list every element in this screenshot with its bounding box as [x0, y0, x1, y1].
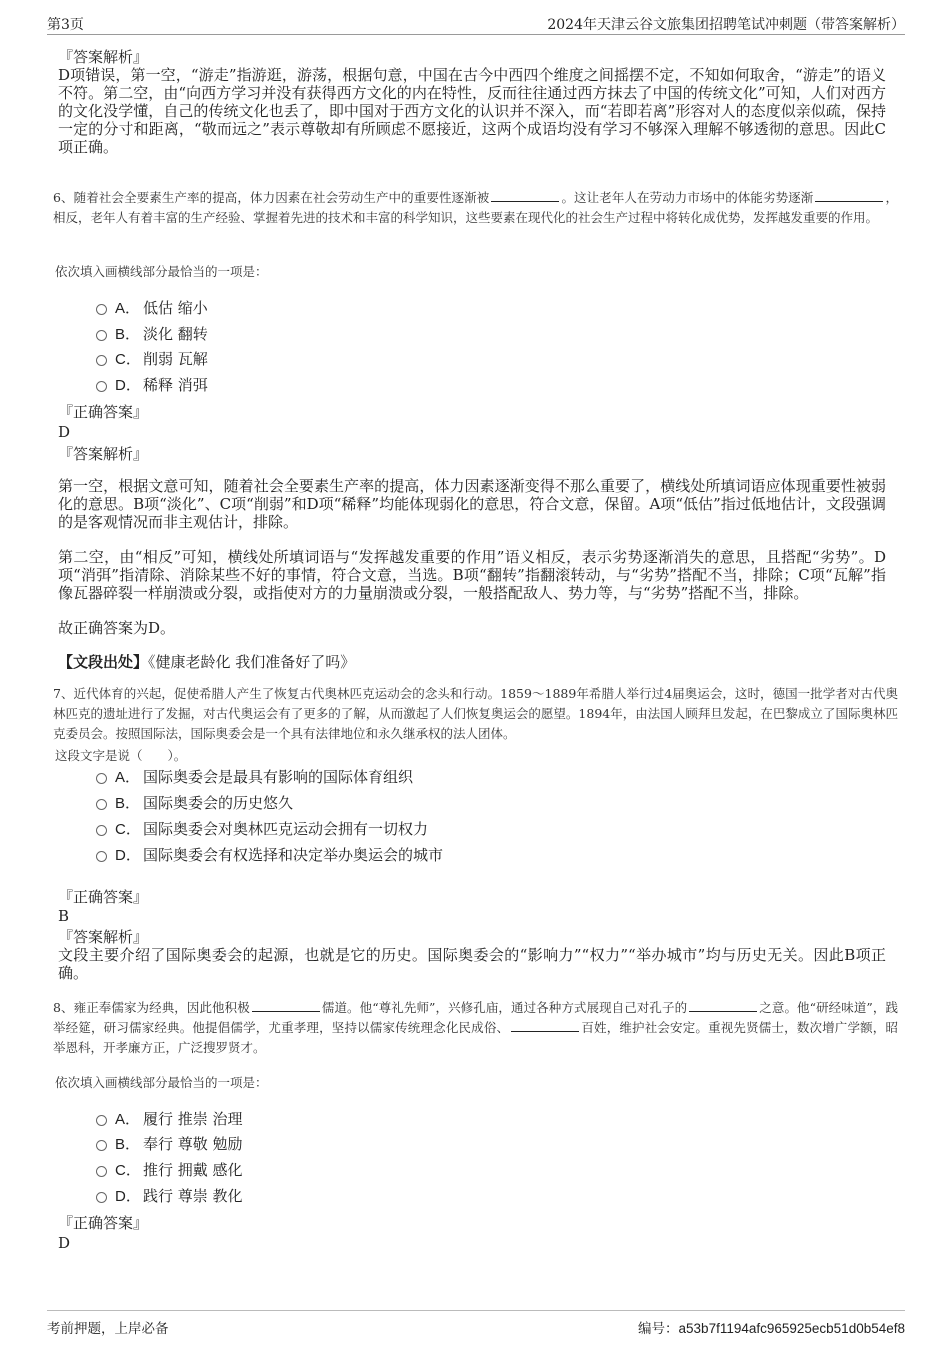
q8-ask: 依次填入画横线部分最恰当的一项是：	[55, 1075, 268, 1090]
q7-option-c[interactable]: C． 国际奥委会对奥林匹克运动会拥有一切权力	[96, 818, 428, 840]
q8-stem-part3: 之意。他“研经味道”，践举经筵，研习儒家经典。他提倡儒学，尤重孝理，坚持以儒家传统理念化民成俗、	[53, 1000, 898, 1035]
q8-stem-part1: 8、雍正奉儒家为经典，因此他积极	[53, 1000, 250, 1015]
q8-option-b[interactable]: B． 奉行 尊敬 勉励	[96, 1133, 243, 1155]
source-title: 《健康老龄化 我们准备好了吗》	[148, 653, 356, 671]
q7-option-a[interactable]: A． 国际奥委会是最具有影响的国际体育组织	[96, 766, 413, 788]
q5-analysis-tag: 『答案解析』	[58, 48, 149, 66]
document-title: 2024年天津云谷文旅集团招聘笔试冲刺题（带答案解析）	[547, 17, 905, 33]
q6-stem	[53, 188, 898, 228]
q8-correct-answer: D	[58, 1234, 71, 1252]
q6-stem-part2: 。这让老年人在劳动力市场中的体能劣势逐渐	[561, 190, 814, 205]
q6-ask: 依次填入画横线部分最恰当的一项是：	[55, 264, 268, 279]
footer-slogan: 考前押题，上岸必备	[47, 1321, 169, 1337]
radio-icon[interactable]	[96, 1166, 107, 1177]
q6-analysis-p2: 第二空，由“相反”可知，横线处所填词语与“发挥越发重要的作用”语义相反，表示劣势逐渐消失的意思，且搭配“劣势”。D项“消弭”指清除、消除某些不好的事情，符合文意，当选。B项“翻转”指翻滚转动，与“劣势”搭配不当，排除；C项“瓦解”指像瓦器碎裂一样崩溃或分裂，或指使对方的力量崩溃或分裂，一般搭配敌人、势力等，与“劣势”搭配不当，排除。	[58, 548, 886, 602]
radio-icon[interactable]	[96, 1140, 107, 1151]
q8-option-d[interactable]: D． 践行 尊崇 教化	[96, 1185, 243, 1207]
q6-option-a[interactable]: A． 低估 缩小	[96, 297, 208, 319]
q7-analysis-tag: 『答案解析』	[58, 928, 149, 946]
radio-icon[interactable]	[96, 1115, 107, 1126]
source-label: 【文段出处】	[58, 653, 149, 671]
code-label: 编号：	[638, 1321, 679, 1336]
blank	[815, 191, 883, 202]
q7-option-b[interactable]: B． 国际奥委会的历史悠久	[96, 792, 293, 814]
q6-correct-answer: D	[58, 423, 71, 441]
radio-icon[interactable]	[96, 851, 107, 862]
q7-correct-tag: 『正确答案』	[58, 888, 149, 906]
q6-analysis-p3: 故正确答案为D。	[58, 619, 176, 637]
q8-stem	[53, 998, 898, 1058]
q7-correct-answer: B	[58, 907, 70, 925]
radio-icon[interactable]	[96, 304, 107, 315]
q8-stem-part2: 儒道。他“尊礼先师”，兴修孔庙，通过各种方式展现自己对孔子的	[321, 1000, 688, 1015]
q6-analysis-tag: 『答案解析』	[58, 445, 149, 463]
blank	[252, 1001, 320, 1012]
page-header	[47, 12, 905, 35]
q6-stem-part3: ，相反，老年人有着丰富的生产经验、掌握着先进的技术和丰富的科学知识，这些要素在现代化的社会生产过程中将转化成优势，发挥越发重要的作用。	[53, 190, 898, 225]
q7-stem: 7、近代体育的兴起，促使希腊人产生了恢复古代奥林匹克运动会的念头和行动。1859～1889年希腊人举行过4届奥运会，这时，德国一批学者对古代奥林匹克的遗址进行了发掘，对古代奥运会有了更多的了解，从而激起了人们恢复奥运会的愿望。1894年，由法国人顾拜旦发起，在巴黎成立了国际奥林匹克委员会。按照国际法，国际奥委会是一个具有法律地位和永久继承权的法人团体。	[53, 686, 898, 741]
q8-option-c[interactable]: C． 推行 拥戴 感化	[96, 1159, 243, 1181]
q7-option-d[interactable]: D． 国际奥委会有权选择和决定举办奥运会的城市	[96, 844, 443, 866]
q6-option-d[interactable]: D． 稀释 消弭	[96, 374, 208, 396]
q6-analysis-p1: 第一空，根据文意可知，随着社会全要素生产率的提高，体力因素逐渐变得不那么重要了，横线处所填词语应体现重要性被弱化的意思。B项“淡化”、C项“削弱”和D项“稀释”均能体现弱化的意思，符合文意，保留。A项“低估”指过低地估计，文段强调的是客观情况而非主观估计，排除。	[58, 477, 886, 531]
q7-analysis: 文段主要介绍了国际奥委会的起源，也就是它的历史。国际奥委会的“影响力”“权力”“举办城市”均与历史无关。因此B项正确。	[58, 946, 886, 982]
q6-stem-part1: 6、随着社会全要素生产率的提高，体力因素在社会劳动生产中的重要性逐渐被	[53, 190, 490, 205]
blank	[511, 1021, 579, 1032]
blank	[689, 1001, 757, 1012]
radio-icon[interactable]	[96, 381, 107, 392]
radio-icon[interactable]	[96, 330, 107, 341]
q7-ask: 这段文字是说（ ）。	[55, 748, 187, 763]
q8-stem-part4: 百姓，维护社会安定。重视先贤儒士，数次增广学额，昭举恩科，开孝廉方正，广泛搜罗贤才。	[53, 1020, 898, 1055]
q6-option-b[interactable]: B． 淡化 翻转	[96, 323, 208, 345]
q8-option-a[interactable]: A． 履行 推崇 治理	[96, 1108, 243, 1130]
radio-icon[interactable]	[96, 773, 107, 784]
code-value: a53b7f1194afc965925ecb51d0b54ef8	[678, 1321, 905, 1336]
radio-icon[interactable]	[96, 799, 107, 810]
q6-option-c[interactable]: C． 削弱 瓦解	[96, 348, 208, 370]
page-number: 第3页	[47, 17, 84, 33]
radio-icon[interactable]	[96, 825, 107, 836]
document-code	[638, 1317, 905, 1337]
radio-icon[interactable]	[96, 355, 107, 366]
radio-icon[interactable]	[96, 1192, 107, 1203]
q8-correct-tag: 『正确答案』	[58, 1214, 149, 1232]
q5-analysis: D项错误，第一空，“游走”指游逛，游荡，根据句意，中国在古今中西四个维度之间摇摆不定，不知如何取舍，“游走”的语义不符。第二空，由“向西方学习并没有获得西方文化的内在特性，反而往往通过西方抹去了中国的传统文化”可知，人们对西方的文化没学懂，自己的传统文化也丢了，即中国对于西方文化的认识并不深入，而“若即若离”形容对人的态度似亲似疏，保持一定的分寸和距离，“敬而远之”表示尊敬却有所顾虑不愿接近，这两个成语均没有学习不够深入理解不够透彻的意思。因此C项正确。	[58, 66, 886, 156]
page-footer	[47, 1310, 905, 1337]
blank	[491, 191, 559, 202]
q6-source	[58, 651, 355, 672]
q6-correct-tag: 『正确答案』	[58, 403, 149, 421]
